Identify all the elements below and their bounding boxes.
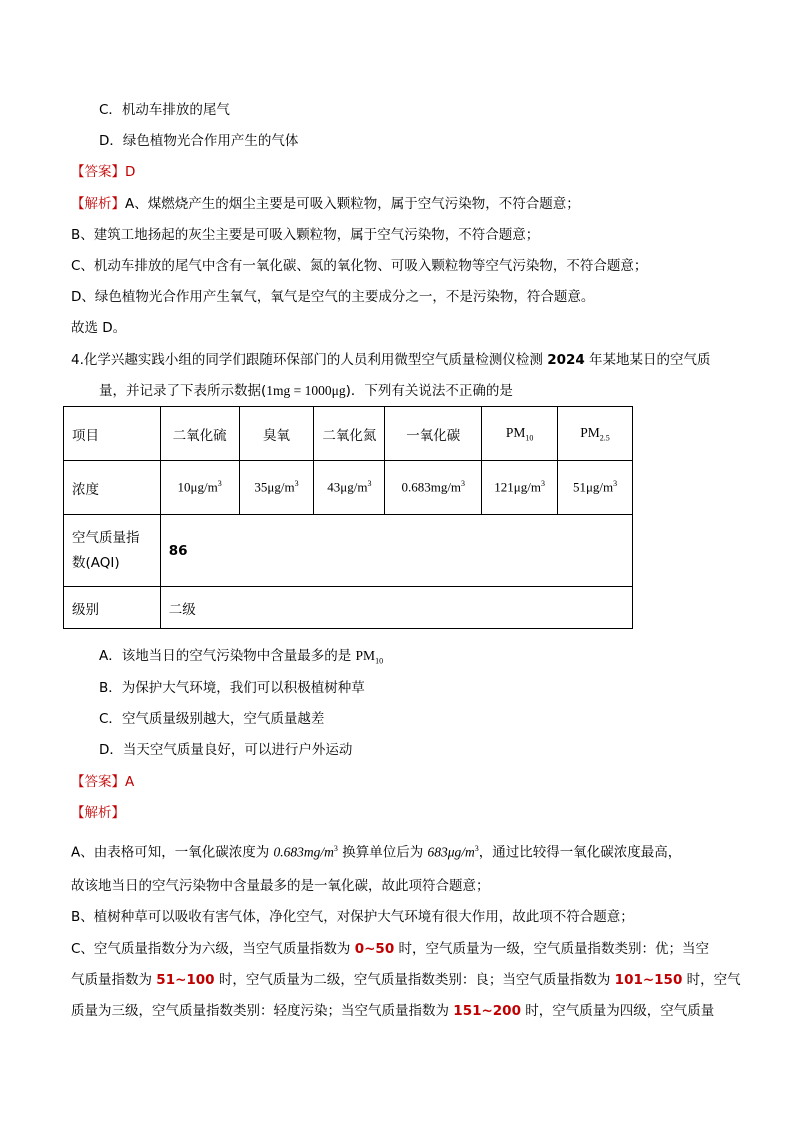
stem-text: 年某地某日的空气质: [584, 352, 711, 368]
option-pm: PM: [355, 648, 376, 663]
question-number: 4.: [71, 352, 84, 368]
table-cell: [160, 461, 239, 515]
table-cell: 86: [160, 515, 632, 587]
cube-sup: 3: [540, 479, 545, 489]
option-text: 为保护大气环境，我们可以积极植树种草: [121, 680, 365, 696]
analysis-value: 683μg/m: [427, 844, 475, 860]
q4-analysis-tag: 【解析】: [71, 805, 125, 821]
conc-value: 10μg/m: [177, 479, 218, 495]
cube-sup: 3: [367, 479, 372, 489]
stem-text: 化学兴趣实践小组的同学们跟随环保部门的人员利用微型空气质量检测仪检测: [83, 352, 548, 368]
aqi-range: 51~100: [156, 972, 215, 988]
q4-analysis-c-line-1: [71, 939, 709, 959]
analysis-text: 时，空气质量为四级，空气质量: [520, 1003, 715, 1019]
option-label: A．: [99, 648, 122, 664]
option-label: B．: [99, 680, 122, 696]
analysis-text: 气质量指数为: [71, 972, 157, 988]
cube-sup: 3: [294, 479, 299, 489]
conc-value: 121μg/m: [494, 479, 541, 495]
table-row-header: [64, 407, 633, 461]
cube-sup: 3: [461, 479, 466, 489]
aqi-label: 数(AQI): [72, 554, 120, 571]
option-text: 空气质量级别越大，空气质量越差: [121, 711, 325, 727]
cube-sup: 3: [474, 844, 479, 853]
stem-text: 量，并记录了下表所示数据(: [99, 383, 267, 399]
table-cell: 级别: [64, 587, 161, 629]
analysis-value: 0.683mg/m: [273, 844, 334, 860]
table-cell: 二级: [160, 587, 632, 629]
answer-value: D: [125, 164, 136, 180]
q3-answer: [71, 162, 135, 182]
aqi-label: 空气质量指: [72, 529, 140, 546]
option-text: 机动车排放的尾气: [121, 102, 230, 118]
cube-sup: 3: [333, 844, 338, 853]
option-text: 绿色植物光合作用产生的气体: [122, 133, 299, 149]
q4-option-d: [99, 740, 352, 760]
stem-text: )．下列有关说法不正确的是: [345, 383, 513, 399]
conc-value: 51μg/m: [572, 479, 614, 495]
answer-tag: 【答案】: [71, 774, 125, 790]
analysis-text: ，通过比较得一氧化碳浓度最高，: [478, 844, 682, 861]
option-c: [99, 100, 230, 120]
option-pm-sub: 10: [375, 656, 384, 666]
q4-answer: [71, 772, 134, 792]
table-row-concentration: [64, 461, 633, 515]
option-label: D．: [99, 742, 123, 758]
option-label: C．: [99, 711, 122, 727]
aqi-range: 101~150: [614, 972, 683, 988]
q3-conclusion: 故选 D。: [71, 320, 127, 336]
q4-option-c: [99, 709, 324, 729]
air-quality-table: [63, 406, 633, 629]
analysis-text: A、由表格可知，一氧化碳浓度为: [71, 844, 274, 861]
table-cell: [385, 461, 482, 515]
q3-analysis-line-b: B、建筑工地扬起的灰尘主要是可吸入颗粒物，属于空气污染物，不符合题意；: [71, 227, 540, 243]
conc-value: 0.683mg/m: [401, 479, 462, 495]
option-d: [99, 131, 298, 151]
pm-sub: 2.5: [599, 433, 610, 443]
analysis-text: 时，空气: [682, 972, 741, 988]
table-cell: [314, 461, 385, 515]
q4-option-a: [99, 646, 383, 672]
answer-tag: 【答案】: [71, 164, 125, 180]
table-row-level: [64, 587, 633, 629]
option-label: D．: [99, 133, 123, 149]
analysis-text: A、煤燃烧产生的烟尘主要是可吸入颗粒物，属于空气污染物，不符合题意；: [125, 196, 580, 212]
analysis-text: 时，空气质量为一级，空气质量指数类别：优；当空: [394, 941, 710, 957]
q4-analysis-c-line-3: [71, 1001, 714, 1021]
table-cell: [239, 461, 314, 515]
table-cell: 项目: [64, 407, 161, 461]
q4-option-b: [99, 678, 365, 698]
stem-unit: 1mg = 1000μg: [266, 383, 346, 398]
option-text: 该地当日的空气污染物中含量最多的是: [121, 648, 356, 664]
option-label: C．: [99, 102, 122, 118]
analysis-tag: 【解析】: [71, 196, 125, 212]
q4-stem-line-2: [99, 381, 513, 401]
q4-analysis-b-line: B、植树种草可以吸收有害气体，净化空气，对保护大气环境有很大作用，故此项不符合题意；: [71, 909, 634, 925]
pm-label: PM: [505, 424, 526, 440]
conc-value: 43μg/m: [327, 479, 368, 495]
q4-analysis-c-line-2: [71, 970, 741, 990]
table-cell: [482, 407, 558, 461]
q4-analysis-a-line-1: [71, 839, 681, 863]
stem-year: 2024: [547, 352, 585, 368]
table-cell: [558, 461, 633, 515]
cube-sup: 3: [217, 479, 222, 489]
q4-analysis-a-line-2: 故该地当日的空气污染物中含量最多的是一氧化碳，故此项符合题意；: [71, 878, 490, 894]
table-cell: 臭氧: [239, 407, 314, 461]
conc-value: 35μg/m: [254, 479, 295, 495]
analysis-text: C、空气质量指数分为六级，当空气质量指数为: [71, 941, 355, 957]
table-cell: 浓度: [64, 461, 161, 515]
table-cell: 二氧化硫: [160, 407, 239, 461]
table-cell: [482, 461, 558, 515]
aqi-range: 151~200: [453, 1003, 521, 1019]
table-cell: [64, 515, 161, 587]
analysis-text: 换算单位后为: [337, 844, 428, 861]
q3-analysis-line-d: D、绿色植物光合作用产生氧气，氧气是空气的主要成分之一，不是污染物，符合题意。: [71, 289, 595, 305]
table-cell: [558, 407, 633, 461]
table-cell: 二氧化氮: [314, 407, 385, 461]
aqi-range: 0~50: [354, 941, 395, 957]
table-row-aqi: [64, 515, 633, 587]
q4-stem-line-1: [71, 350, 711, 370]
pm-sub: 10: [525, 433, 534, 443]
answer-value: A: [125, 774, 135, 790]
q3-analysis-line-a: [71, 194, 580, 214]
analysis-text: 质量为三级，空气质量指数类别：轻度污染；当空气质量指数为: [71, 1003, 454, 1019]
analysis-text: 时，空气质量为二级，空气质量指数类别：良；当空气质量指数为: [214, 972, 615, 988]
pm-label: PM: [580, 424, 600, 440]
table-cell: 一氧化碳: [385, 407, 482, 461]
cube-sup: 3: [613, 479, 618, 489]
q3-analysis-line-c: C、机动车排放的尾气中含有一氧化碳、氮的氧化物、可吸入颗粒物等空气污染物，不符合题意；: [71, 258, 648, 274]
option-text: 当天空气质量良好，可以进行户外运动: [122, 742, 353, 758]
